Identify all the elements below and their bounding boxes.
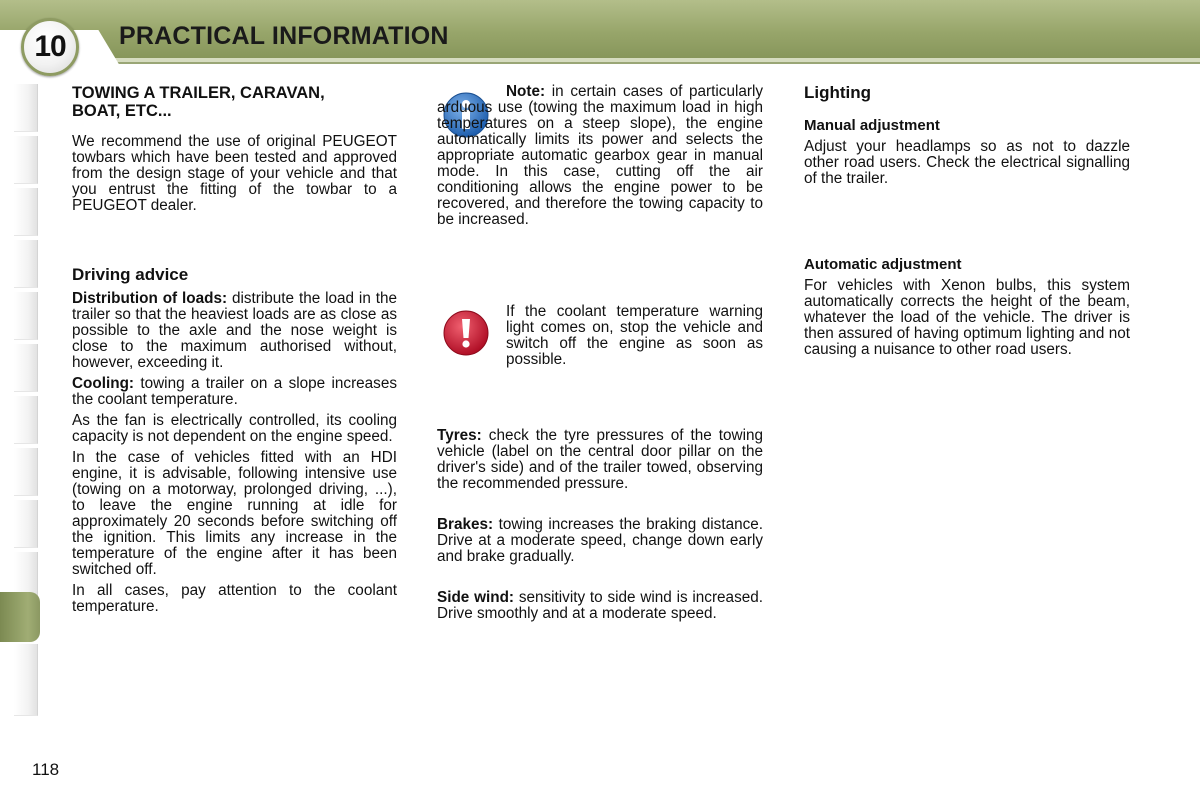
side-tab[interactable] [14, 188, 38, 236]
side-tab[interactable] [14, 396, 38, 444]
tyres-text: check the tyre pressures of the towing vehicle (label on the central door pillar on the driver's side) and of the trailer towed, observing the recommended pressure. [437, 427, 763, 492]
side-tab[interactable] [14, 344, 38, 392]
side-tab[interactable] [14, 500, 38, 548]
warning-paragraph: If the coolant temperature warning light comes on, stop the vehicle and switch off the engine as soon as possible. [506, 303, 763, 368]
side-wind-text: sensitivity to side wind is increased. Drive smoothly and at a moderate speed. [437, 589, 763, 622]
page-title: PRACTICAL INFORMATION [119, 22, 449, 50]
tyres-paragraph [437, 428, 763, 492]
side-tab[interactable] [14, 448, 38, 496]
column-lighting [804, 84, 1130, 358]
side-tab[interactable] [14, 240, 38, 288]
brakes-text: towing increases the braking distance. Drive at a moderate speed, change down early and brake gradually. [437, 516, 763, 565]
column-towing [72, 84, 397, 615]
note-paragraph [437, 84, 763, 228]
automatic-adjustment-heading: Automatic adjustment [804, 256, 962, 273]
side-tab[interactable] [14, 136, 38, 184]
loads-text: distribute the load in the trailer so that the heaviest loads are as close as possible to the axle and the nose weight is close to the maximum authorised without, however, exceeding it. [72, 290, 397, 371]
page-number: 118 [32, 760, 60, 779]
loads-paragraph [72, 291, 397, 371]
note-text: in certain cases of particularly arduous use (towing the maximum load in high temperatures on a steep slope), the engine automatically limits its power and selects the appropriate automatic gearbox gear in manual mode. In this case, cutting off the air conditioning allows the engine power to be recovered, and therefore the towing capacity to be increased. [437, 83, 763, 228]
hdi-paragraph: In the case of vehicles fitted with an HDI engine, it is advisable, following intensive use (towing on a motorway, prolonged driving, ...), to leave the engine running at idle for approximately 20 seconds before switching off the ignition. This limits any increase in the temperature of the engine after it has been switched off. [72, 449, 397, 578]
side-wind-paragraph [437, 590, 763, 622]
column-towing-details [437, 84, 763, 228]
tyres-label: Tyres: [437, 427, 482, 444]
side-tab[interactable] [14, 84, 38, 132]
chapter-number: 10 [34, 30, 66, 63]
loads-label: Distribution of loads: [72, 290, 228, 307]
brakes-paragraph [437, 517, 763, 565]
driving-advice-heading: Driving advice [72, 265, 189, 284]
automatic-adjustment-paragraph: For vehicles with Xenon bulbs, this system automatically corrects the height of the beam, whatever the load of the vehicle. The driver is then assured of having optimum lighting and not causing a nuisance to other road users. [804, 277, 1130, 358]
brakes-label: Brakes: [437, 516, 494, 533]
manual-adjustment-heading: Manual adjustment [804, 117, 940, 134]
side-tab[interactable] [14, 292, 38, 340]
manual-adjustment-paragraph: Adjust your headlamps so as not to dazzle other road users. Check the electrical signalling of the trailer. [804, 138, 1130, 187]
section-heading-towing: TOWING A TRAILER, CARAVAN, BOAT, ETC... [72, 84, 325, 120]
side-tab[interactable] [14, 680, 38, 716]
header-divider-shadow [0, 62, 1200, 64]
column-towing-checks [437, 428, 763, 622]
side-tab-active[interactable] [0, 592, 40, 642]
towbar-paragraph: We recommend the use of original PEUGEOT towbars which have been tested and approved from the design stage of your vehicle and that you entrust the fitting of the towbar to a PEUGEOT dealer. [72, 133, 397, 214]
lighting-heading: Lighting [804, 83, 872, 102]
attention-paragraph: In all cases, pay attention to the coolant temperature. [72, 582, 397, 615]
cooling-label: Cooling: [72, 375, 135, 392]
chapter-badge [21, 18, 79, 76]
exclamation-warning-icon [443, 310, 489, 361]
cooling-paragraph [72, 376, 397, 408]
note-label: Note: [506, 83, 546, 100]
side-wind-label: Side wind: [437, 589, 515, 606]
fan-paragraph: As the fan is electrically controlled, its cooling capacity is not dependent on the engine speed. [72, 412, 397, 445]
warning-block [506, 304, 763, 368]
cooling-text: towing a trailer on a slope increases the coolant temperature. [72, 375, 397, 408]
